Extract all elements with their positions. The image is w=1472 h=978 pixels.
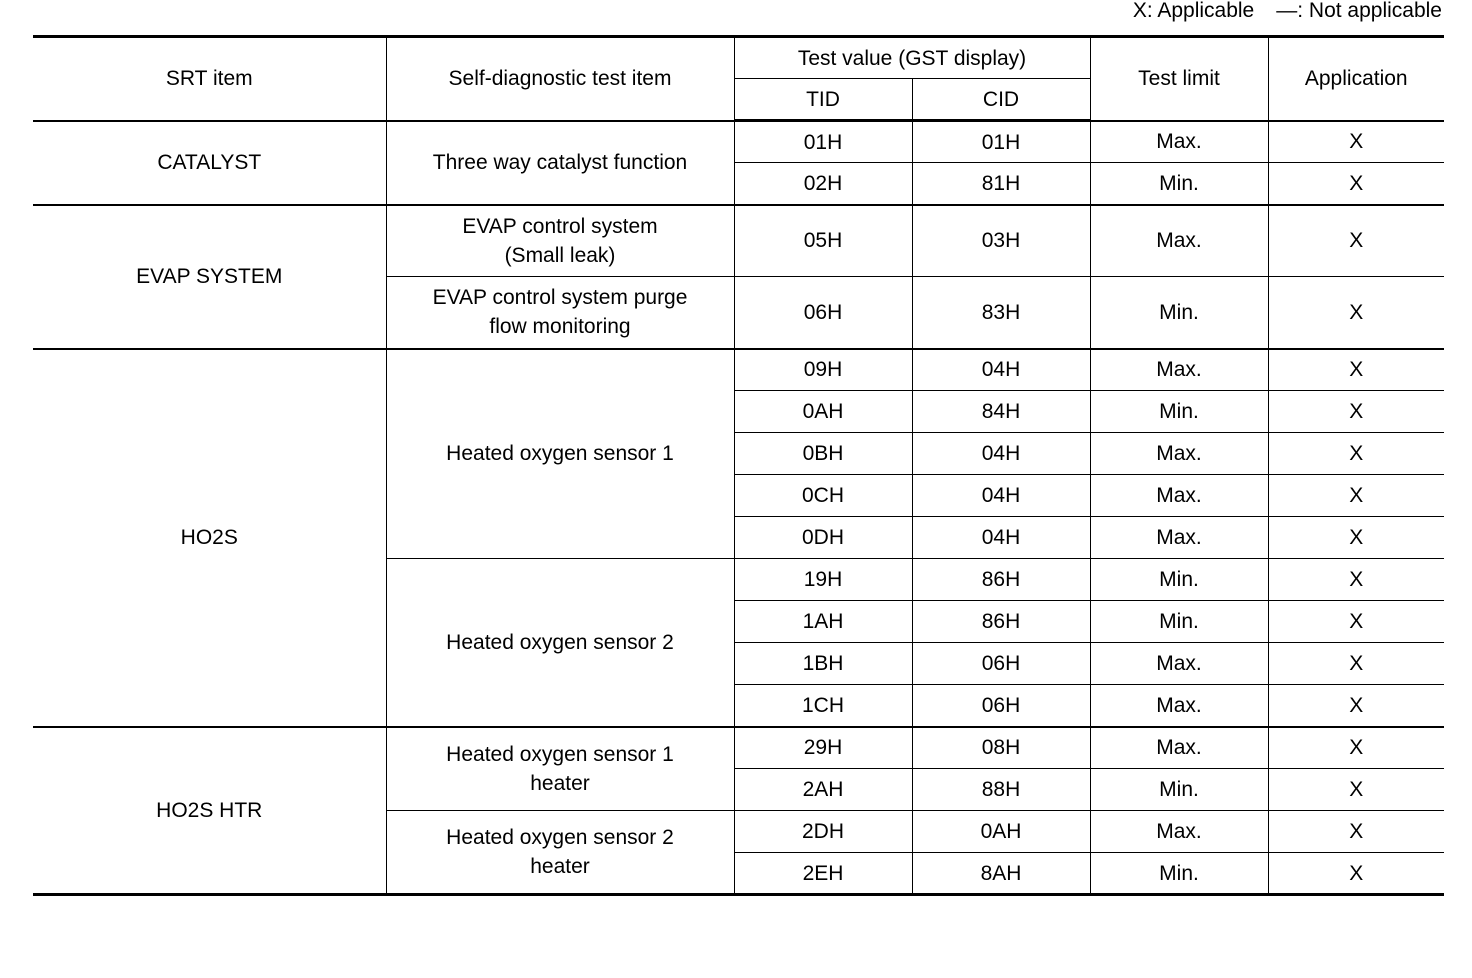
cid-cell: 04H [912, 475, 1090, 517]
header-srt-item: SRT item [33, 37, 386, 121]
application-cell: X [1268, 121, 1444, 163]
application-cell: X [1268, 517, 1444, 559]
test-limit-cell: Max. [1090, 811, 1268, 853]
srt-table [33, 35, 1444, 896]
legend-applicable: X: Applicable [1132, 0, 1255, 22]
test-limit-cell: Max. [1090, 349, 1268, 391]
self-diagnostic-item-cell: Heated oxygen sensor 2 heater [386, 811, 734, 895]
tid-cell: 1CH [734, 685, 912, 727]
cid-cell: 86H [912, 559, 1090, 601]
application-cell: X [1268, 349, 1444, 391]
tid-cell: 2EH [734, 853, 912, 895]
self-diagnostic-item-cell: EVAP control system (Small leak) [386, 205, 734, 277]
test-limit-cell: Max. [1090, 121, 1268, 163]
header-cid: CID [912, 79, 1090, 121]
cid-cell: 81H [912, 163, 1090, 205]
application-cell: X [1268, 727, 1444, 769]
application-cell: X [1268, 163, 1444, 205]
cid-cell: 04H [912, 433, 1090, 475]
cid-cell: 8AH [912, 853, 1090, 895]
cid-cell: 08H [912, 727, 1090, 769]
application-cell: X [1268, 205, 1444, 277]
srt-item-cell: CATALYST [33, 121, 386, 205]
self-diagnostic-item-cell: Heated oxygen sensor 1 heater [386, 727, 734, 811]
cid-cell: 06H [912, 685, 1090, 727]
table-row [33, 205, 1444, 277]
test-limit-cell: Max. [1090, 517, 1268, 559]
tid-cell: 2DH [734, 811, 912, 853]
legend-not-applicable: —: Not applicable [1276, 0, 1442, 22]
table-row [33, 121, 1444, 163]
tid-cell: 01H [734, 121, 912, 163]
self-diagnostic-item-cell: EVAP control system purge flow monitoring [386, 277, 734, 349]
srt-item-cell: EVAP SYSTEM [33, 205, 386, 349]
header-tid: TID [734, 79, 912, 121]
test-limit-cell: Min. [1090, 277, 1268, 349]
tid-cell: 2AH [734, 769, 912, 811]
application-cell: X [1268, 853, 1444, 895]
tid-cell: 0CH [734, 475, 912, 517]
application-cell: X [1268, 391, 1444, 433]
test-limit-cell: Max. [1090, 685, 1268, 727]
cid-cell: 88H [912, 769, 1090, 811]
header-test-value: Test value (GST display) [734, 37, 1090, 79]
application-cell: X [1268, 277, 1444, 349]
test-limit-cell: Min. [1090, 853, 1268, 895]
tid-cell: 29H [734, 727, 912, 769]
cid-cell: 86H [912, 601, 1090, 643]
header-self-diagnostic-test-item: Self-diagnostic test item [386, 37, 734, 121]
application-cell: X [1268, 559, 1444, 601]
cid-cell: 06H [912, 643, 1090, 685]
cid-cell: 04H [912, 517, 1090, 559]
tid-cell: 05H [734, 205, 912, 277]
legend [1133, 0, 1442, 24]
header-test-limit: Test limit [1090, 37, 1268, 121]
tid-cell: 06H [734, 277, 912, 349]
self-diagnostic-item-cell: Heated oxygen sensor 2 [386, 559, 734, 727]
application-cell: X [1268, 433, 1444, 475]
test-limit-cell: Min. [1090, 559, 1268, 601]
test-limit-cell: Max. [1090, 643, 1268, 685]
application-cell: X [1268, 685, 1444, 727]
cid-cell: 04H [912, 349, 1090, 391]
test-limit-cell: Min. [1090, 163, 1268, 205]
cid-cell: 84H [912, 391, 1090, 433]
tid-cell: 1BH [734, 643, 912, 685]
test-limit-cell: Max. [1090, 727, 1268, 769]
test-limit-cell: Max. [1090, 433, 1268, 475]
self-diagnostic-item-cell: Three way catalyst function [386, 121, 734, 205]
application-cell: X [1268, 811, 1444, 853]
test-limit-cell: Max. [1090, 475, 1268, 517]
tid-cell: 09H [734, 349, 912, 391]
tid-cell: 0BH [734, 433, 912, 475]
table-body [33, 121, 1444, 895]
test-limit-cell: Min. [1090, 769, 1268, 811]
application-cell: X [1268, 475, 1444, 517]
tid-cell: 0DH [734, 517, 912, 559]
tid-cell: 02H [734, 163, 912, 205]
cid-cell: 0AH [912, 811, 1090, 853]
srt-item-cell: HO2S [33, 349, 386, 727]
cid-cell: 01H [912, 121, 1090, 163]
table-row [33, 349, 1444, 391]
test-limit-cell: Max. [1090, 205, 1268, 277]
tid-cell: 1AH [734, 601, 912, 643]
application-cell: X [1268, 601, 1444, 643]
test-limit-cell: Min. [1090, 391, 1268, 433]
tid-cell: 19H [734, 559, 912, 601]
table-row [33, 727, 1444, 769]
header-application: Application [1268, 37, 1444, 121]
self-diagnostic-item-cell: Heated oxygen sensor 1 [386, 349, 734, 559]
application-cell: X [1268, 643, 1444, 685]
test-limit-cell: Min. [1090, 601, 1268, 643]
cid-cell: 03H [912, 205, 1090, 277]
tid-cell: 0AH [734, 391, 912, 433]
table-header [33, 37, 1444, 121]
srt-item-cell: HO2S HTR [33, 727, 386, 895]
application-cell: X [1268, 769, 1444, 811]
cid-cell: 83H [912, 277, 1090, 349]
